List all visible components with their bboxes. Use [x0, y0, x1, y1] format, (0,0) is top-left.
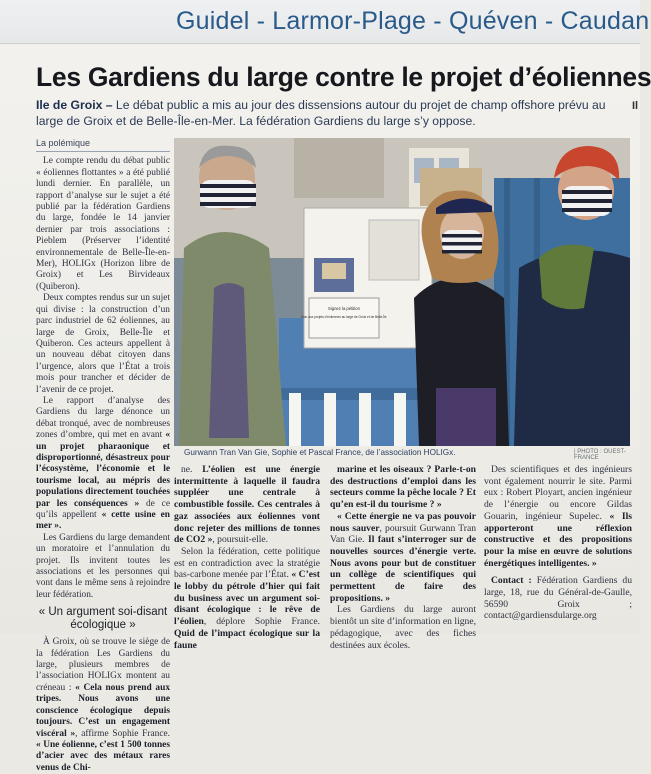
quote: « Cette énergie ne va pas pouvoir nous sauver — [330, 510, 476, 534]
lede-dateline: Ile de Groix – — [36, 98, 113, 112]
quote: « Ils apporteront une réflexion constructive et des propositions pour la mise en œuvre de solutions énergétiques intelligentes. » — [484, 510, 633, 569]
subheading: « Un argument soi-disant écologique » — [38, 606, 168, 632]
text-run: ne. — [181, 464, 203, 475]
quote: Quid de l’impact écologique sur la faune — [174, 627, 320, 651]
text-run: , poursuit-elle. — [212, 534, 269, 546]
quote: « Une éolienne, c’est 1 500 tonnes d’acier avec des métaux rares venus de Chi- — [36, 739, 170, 773]
paragraph: Les Gardiens du large demandent un moratoire et l’annulation du projet. Ils invitent toutes les associations et les personnes qui vont dans le même sens à rejoindre leur fédération. — [36, 532, 170, 600]
text-run: , poursuit Gurwann Tran Van Gie. — [330, 522, 476, 546]
poster-text: Non aux projets d’éoliennes au large de Groix et de Belle-Île — [301, 315, 387, 319]
contact-paragraph — [484, 575, 632, 622]
lede-text: Le débat public a mis au jour des dissensions autour du projet de champ offshore prévu au large de Groix et de Belle-Île-en-Mer. La fédération Gardiens du large s’y oppose. — [36, 98, 606, 128]
left-column — [36, 138, 170, 774]
photo-caption: Gurwann Tran Van Gie, Sophie et Pascal France, de l’association HOLIGx. — [184, 448, 456, 457]
text-run: , affirme Sophie France. — [75, 728, 170, 739]
paragraph — [330, 511, 476, 605]
paragraph — [174, 546, 320, 651]
poster-title: Signez la pétition — [328, 306, 360, 311]
text-run: À Groix, où se trouve le siège de la fédération Les Gardiens du large, plusieurs membres de l’association HOLIGx montent au créneau : — [36, 637, 170, 693]
quote: « un projet pharaonique et disproportionné, désastreux pour l’écosystème, l’économie et le tourisme local, au mépris des populations directement touchées par les conséquences » — [36, 430, 170, 509]
quote: marine et les oiseaux ? Parle-t-on des destructions d’emploi dans les secteurs comme la pêche locale ? Et qu’en est-il du tourisme ? » — [330, 464, 476, 511]
quote: L’éolien est une énergie intermittente à laquelle il faudra suppléer une centrale à combustible fossile. Ces centrales à gaz associées aux éoliennes vont donc rejeter des millions de tonnes de CO2 » — [174, 464, 320, 546]
paragraph — [174, 464, 320, 546]
contact-label: Contact : — [491, 575, 537, 587]
section-places: Guidel - Larmor-Plage - Quéven - Caudan — [176, 7, 650, 35]
text-run: , déplore Sophie France. — [203, 616, 320, 628]
photo-illustration — [174, 138, 630, 446]
text-run: Selon la fédération, cette politique est en contradiction avec la stratégie bas-carbone menée par l’État. — [174, 545, 320, 581]
section-header — [0, 0, 650, 44]
paragraph: Le compte rendu du débat public « éoliennes flottantes » a été publié lundi dernier. En parallèle, un rapport d’analyse sur le sujet a été publié par la fédération Gardiens du large, fondée le 14 janvier dernier par trois associations : Pieblem (Préserver l’identité environnementale de Belle-Île-en-Mer), HOLIGx (Horizon libre de Groix) et Les Birvideaux (Quiberon). — [36, 156, 170, 292]
paragraph — [36, 396, 170, 533]
photo-credit: | PHOTO : OUEST-FRANCE — [574, 449, 626, 461]
paragraph — [36, 637, 170, 774]
adjacent-article-fragment: Il — [632, 100, 639, 112]
quote: « cette usine en mer ». — [36, 510, 170, 532]
paragraph — [484, 464, 632, 569]
paragraph — [330, 464, 476, 511]
contact-details: Fédération Gardiens du large, 18, rue du Général-de-Gaulle, 56590 Groix ; contact@gardiensdularge.org — [484, 575, 632, 622]
text-run: de ce qu’ils appellent — [36, 498, 171, 520]
body-column-3 — [484, 464, 632, 622]
rubric-tag: La polémique — [36, 138, 170, 152]
headline: Les Gardiens du large contre le projet d’éoliennes — [36, 62, 651, 92]
quote: « Cela nous prend aux tripes. Nous avons une conscience écologique depuis toujours. C’est un engagement viscéral » — [36, 682, 171, 739]
quote: Il faut s’interroger sur de nouvelles sources d’énergie verte. Nous avons pour but de constituer un collège de scientifiques qui permettent de faire des propositions. » — [330, 534, 476, 604]
body-column-1 — [174, 464, 320, 651]
paragraph: Les Gardiens du large auront bientôt un site d’information en ligne, pédagogique, avec des fiches destinées aux écoles. — [330, 604, 476, 651]
text-run: Des scientifiques et des ingénieurs vont également nourrir le site. Parmi eux : Robert Ployart, ancien ingénieur de l’énergie ou encore Gildas Gouarin, ingénieur Supelec. — [484, 464, 632, 522]
quote: « C’est le lobby du pétrole d’hier qui fait du business avec un argument soi-disant écologique : le rêve de l’éolien — [174, 569, 320, 628]
body-column-2 — [330, 464, 476, 651]
paragraph: Deux comptes rendus sur un sujet qui divise : la construction d’un parc industriel de 62 éoliennes, au large de Groix, Belle-Île et Quiberon. Ces acteurs appellent à un nouveau débat citoyen dans l’urgence, alors que l’État a trois mois pour trancher et décider de l’avenir de ce projet. — [36, 293, 170, 395]
lede — [36, 97, 616, 129]
article-photo — [174, 138, 630, 446]
text-run: Le rapport d’analyse des Gardiens du large dénonce un débat tronqué, avec de nombreuses zones d’ombre, qui met en avant — [36, 395, 170, 441]
